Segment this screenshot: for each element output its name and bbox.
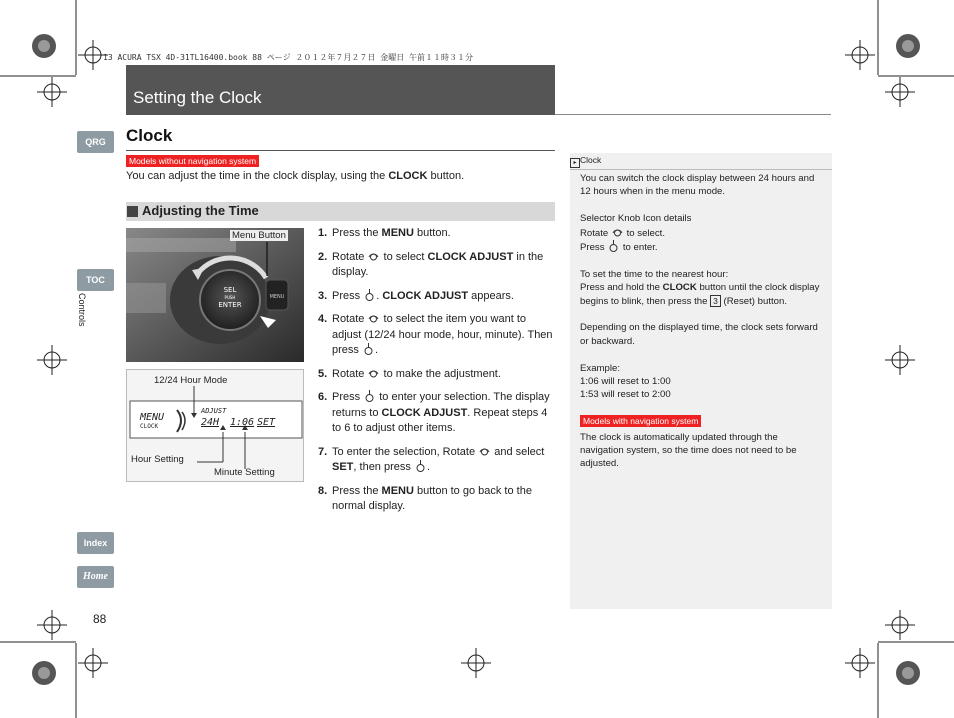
- side-text: 1:53 will reset to 2:00: [580, 389, 671, 401]
- side-p5: [580, 362, 820, 402]
- screen-clock: CLOCK: [140, 423, 159, 430]
- subsection-header: [126, 202, 555, 221]
- step-text: .: [426, 461, 431, 473]
- step-text: Press: [332, 289, 364, 302]
- press-knob-icon: [363, 289, 376, 301]
- press-knob-icon: [362, 343, 375, 355]
- clock-display-diagram: [126, 369, 304, 482]
- side-text: Selector Knob Icon details: [580, 213, 692, 225]
- press-knob-icon: [363, 390, 376, 402]
- steps-list: [318, 226, 558, 523]
- preset-key-3: 3: [710, 295, 721, 307]
- step-6: [318, 390, 558, 437]
- step-5: [318, 367, 558, 383]
- home-tab[interactable]: Home: [77, 566, 114, 588]
- square-icon: [127, 206, 138, 217]
- intro-post: button.: [427, 170, 465, 182]
- index-tab[interactable]: Index: [77, 532, 114, 554]
- step-text: to enter your selection. The display returns to: [332, 391, 550, 419]
- step-bold: CLOCK ADJUST: [381, 406, 468, 419]
- step-bold: MENU: [381, 227, 414, 239]
- step-text: Rotate: [332, 250, 368, 263]
- side-p4: Depending on the displayed time, the clock sets forward or backward.: [580, 322, 818, 347]
- step-number: 2.: [318, 250, 328, 263]
- step-text: .: [376, 289, 383, 302]
- side-text: to select.: [623, 227, 665, 239]
- rotate-knob-icon: [367, 367, 380, 379]
- press-knob-icon: [607, 240, 620, 252]
- tag-with-nav: Models with navigation system: [580, 415, 701, 427]
- side-text: Press: [580, 242, 608, 254]
- side-p1: You can switch the clock display between 24 hours and 12 hours when in the menu mode.: [580, 173, 815, 198]
- step-7: [318, 445, 558, 476]
- step-text: Press the: [332, 227, 382, 239]
- intro-text: [126, 170, 464, 182]
- step-text: button.: [413, 227, 451, 239]
- step-number: 7.: [318, 445, 328, 458]
- section-title: Clock: [126, 126, 173, 145]
- step-text: . Repeat steps 4 to 6 to adjust other items.: [332, 406, 548, 434]
- intro-bold: CLOCK: [388, 170, 428, 182]
- step-text: appears.: [468, 289, 514, 302]
- step-text: in the display.: [332, 250, 544, 278]
- print-header: 13 ACURA TSX 4D-31TL16400.book 88 ページ ２０１２年７月２７日 金曜日 午前１１時３１分: [103, 53, 474, 62]
- step-bold: CLOCK ADJUST: [427, 250, 514, 263]
- tag-without-nav: Models without navigation system: [126, 155, 259, 167]
- knob-photo: [126, 228, 304, 362]
- side-note-text: [580, 172, 820, 484]
- step-number: 8.: [318, 484, 328, 497]
- side-note-header: [570, 155, 832, 170]
- step-bold: MENU: [381, 484, 414, 497]
- step-text: .: [374, 344, 379, 356]
- subsection-title: Adjusting the Time: [142, 203, 259, 218]
- side-p6: The clock is automatically updated through the navigation system, so the time does not need to be adjusted.: [580, 431, 797, 470]
- screen-set: SET: [257, 417, 276, 428]
- minute-setting-label: Minute Setting: [214, 467, 275, 478]
- step-1: [318, 226, 558, 242]
- side-text: To set the time to the nearest hour:: [580, 268, 729, 280]
- section-rule: [126, 150, 555, 151]
- svg-text:MENU: MENU: [269, 294, 285, 300]
- screen-24h: 24H: [201, 417, 220, 428]
- step-text: Press the: [332, 484, 382, 497]
- step-text: to make the adjustment.: [380, 367, 501, 380]
- step-text: to select the item you want to adjust (12/24 hour mode, hour, minute). Then press: [332, 313, 553, 356]
- side-p3: [580, 268, 820, 308]
- step-text: Rotate: [332, 367, 368, 380]
- rotate-knob-icon: [367, 312, 380, 324]
- controls-label: Controls: [77, 293, 87, 327]
- hour-mode-label: 12/24 Hour Mode: [154, 375, 228, 386]
- step-text: Press: [332, 391, 364, 403]
- step-2: [318, 250, 558, 281]
- rotate-knob-icon: [611, 226, 624, 238]
- rotate-knob-icon: [478, 445, 491, 457]
- step-text: , then press: [353, 461, 414, 473]
- step-bold: CLOCK ADJUST: [382, 289, 469, 302]
- knob-push-label: PUSH: [224, 295, 236, 300]
- step-number: 1.: [318, 227, 328, 239]
- step-3: [318, 289, 558, 305]
- side-text: button until the clock display begins to blink, then press the: [580, 282, 820, 307]
- step-text: Rotate: [332, 313, 368, 325]
- page-title: Setting the Clock: [133, 88, 262, 107]
- knob-enter-label: ENTER: [218, 301, 242, 309]
- press-knob-icon: [414, 460, 427, 472]
- intro-pre: You can adjust the time in the clock display, using the: [126, 170, 389, 182]
- screen-time: 1:06: [230, 417, 255, 428]
- step-bold: SET: [332, 461, 354, 473]
- qrg-tab[interactable]: QRG: [77, 131, 114, 153]
- knob-illustration: [126, 228, 304, 362]
- hour-setting-label: Hour Setting: [131, 454, 184, 465]
- step-text: button to go back to the normal display.: [332, 484, 532, 512]
- toc-tab[interactable]: TOC: [77, 269, 114, 291]
- side-text: 1:06 will reset to 1:00: [580, 376, 671, 388]
- step-8: [318, 484, 558, 515]
- step-text: to select: [380, 250, 428, 263]
- step-text: To enter the selection, Rotate: [332, 445, 479, 458]
- menu-button-callout: Menu Button: [232, 230, 286, 241]
- step-text: and select: [491, 445, 545, 458]
- side-text: to enter.: [620, 242, 658, 254]
- step-number: 3.: [318, 289, 328, 302]
- side-text: Example:: [580, 362, 620, 374]
- side-head-text: Clock: [580, 155, 602, 165]
- step-number: 6.: [318, 391, 328, 403]
- side-text: Press and hold the: [580, 282, 663, 294]
- screen-menu: MENU: [140, 412, 165, 423]
- side-text: Rotate: [580, 227, 611, 239]
- reference-arrow-icon: ▸: [570, 158, 580, 168]
- side-p2: [580, 212, 820, 254]
- screen-adjust: ADJUST: [201, 407, 227, 415]
- page-number: 88: [93, 612, 107, 626]
- step-4: [318, 312, 558, 359]
- title-rule: [555, 114, 831, 115]
- knob-sel-label: SEL: [223, 286, 237, 294]
- side-text: (Reset) button.: [720, 295, 787, 307]
- rotate-knob-icon: [367, 250, 380, 262]
- step-number: 4.: [318, 313, 328, 325]
- step-number: 5.: [318, 367, 328, 380]
- side-bold: CLOCK: [662, 282, 697, 294]
